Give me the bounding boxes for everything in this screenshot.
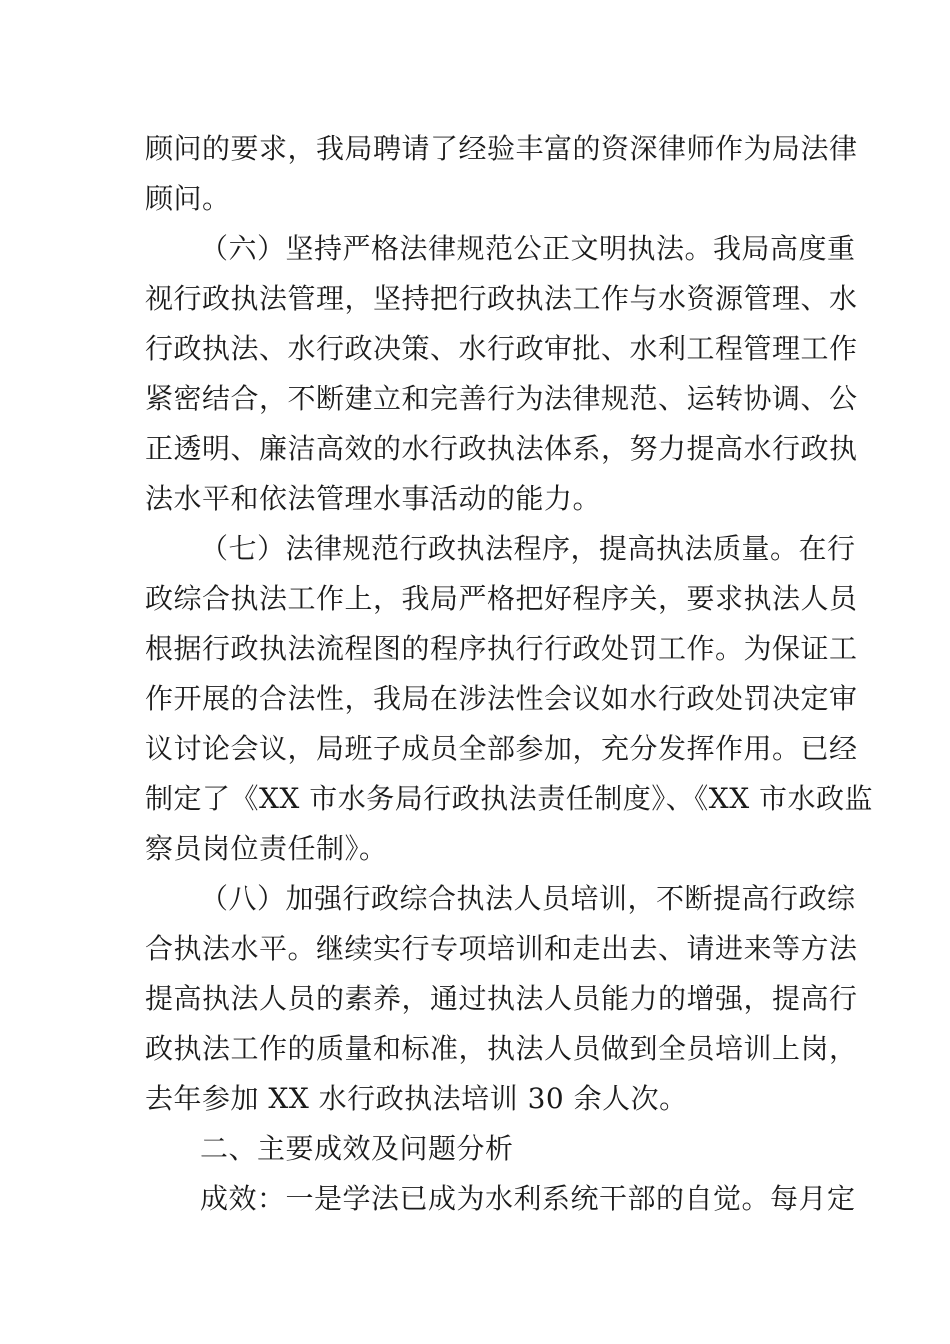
- paragraph-line: 察员岗位责任制》。: [145, 832, 388, 865]
- paragraph-line: 视行政执法管理，坚持把行政执法工作与水资源管理、水: [145, 282, 858, 315]
- paragraph-line: 政综合执法工作上，我局严格把好程序关，要求执法人员: [145, 582, 858, 615]
- paragraph-line: 合执法水平。继续实行专项培训和走出去、请进来等方法: [145, 932, 858, 965]
- paragraph-line: 制定了《XX 市水务局行政执法责任制度》、《XX 市水政监: [145, 782, 874, 815]
- paragraph-line: 根据行政执法流程图的程序执行行政处罚工作。为保证工: [145, 632, 858, 665]
- paragraph-line: 作开展的合法性，我局在涉法性会议如水行政处罚决定审: [145, 682, 858, 715]
- paragraph-line: 成效：一是学法已成为水利系统干部的自觉。每月定: [200, 1182, 856, 1215]
- paragraph-line: 提高执法人员的素养，通过执法人员能力的增强，提高行: [145, 982, 858, 1015]
- paragraph-line: 正透明、廉洁高效的水行政执法体系，努力提高水行政执: [145, 432, 858, 465]
- paragraph-line: 行政执法、水行政决策、水行政审批、水利工程管理工作: [145, 332, 858, 365]
- paragraph-line: 顾问的要求，我局聘请了经验丰富的资深律师作为局法律: [145, 132, 858, 165]
- paragraph-line: 顾问。: [145, 182, 231, 215]
- section-heading-line: （六）坚持严格法律规范公正文明执法。我局高度重: [200, 232, 856, 265]
- paragraph-line: 紧密结合，不断建立和完善行为法律规范、运转协调、公: [145, 382, 858, 415]
- section-heading-line: （八）加强行政综合执法人员培训，不断提高行政综: [200, 882, 856, 915]
- chapter-heading: 二、主要成效及问题分析: [200, 1132, 514, 1165]
- section-heading-line: （七）法律规范行政执法程序，提高执法质量。在行: [200, 532, 856, 565]
- paragraph-line: 法水平和依法管理水事活动的能力。: [145, 482, 602, 515]
- paragraph-line: 议讨论会议，局班子成员全部参加，充分发挥作用。已经: [145, 732, 858, 765]
- paragraph-line: 去年参加 XX 水行政执法培训 30 余人次。: [145, 1082, 688, 1115]
- paragraph-line: 政执法工作的质量和标准，执法人员做到全员培训上岗，: [145, 1032, 858, 1065]
